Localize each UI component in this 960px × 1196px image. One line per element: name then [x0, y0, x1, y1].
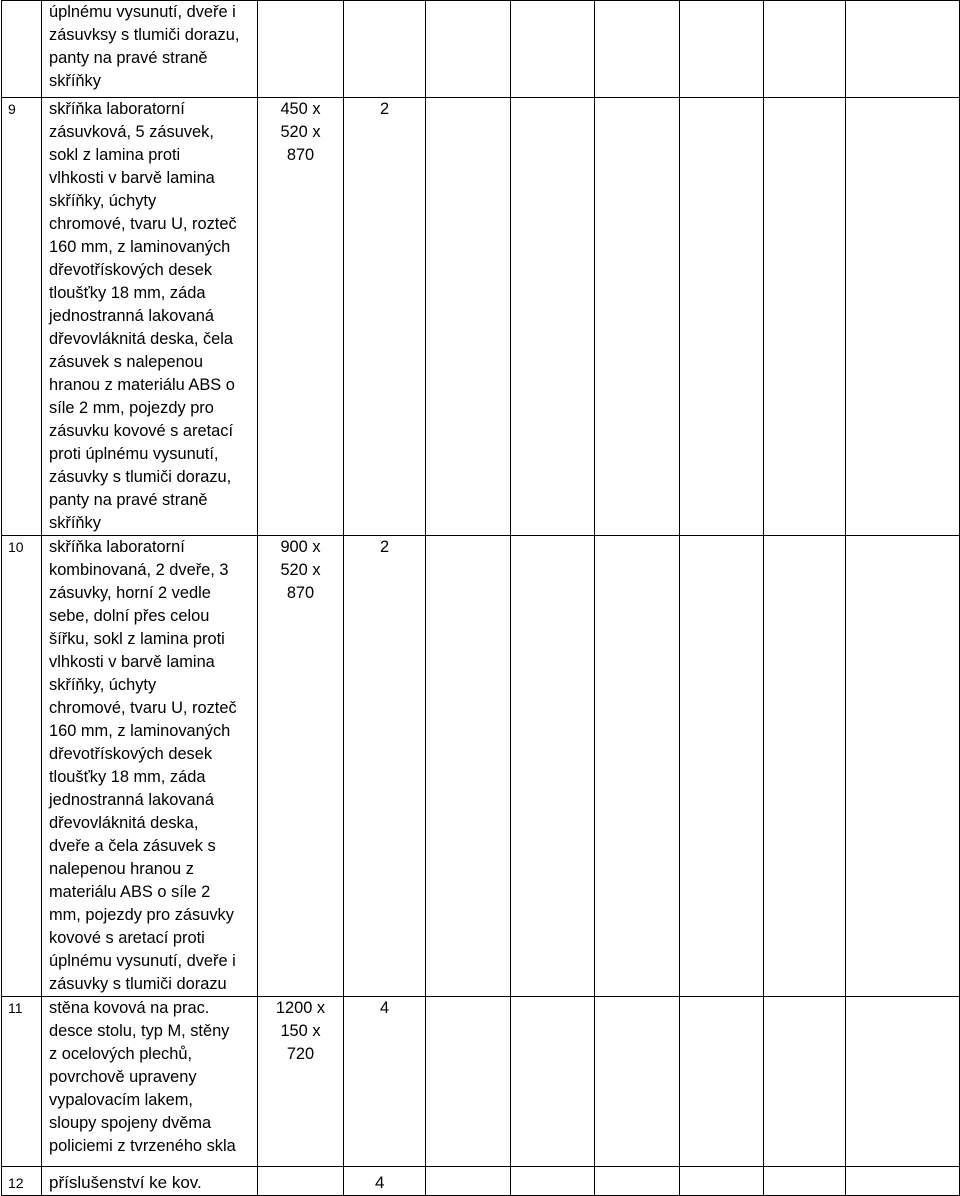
description-line: jednostranná lakovaná: [49, 791, 214, 809]
empty-cell: [764, 98, 846, 536]
empty-cell: [595, 997, 680, 1167]
table-row: [2, 997, 960, 1167]
row-quantity: [344, 1, 426, 98]
empty-cell: [764, 1, 846, 98]
table-row: [2, 98, 960, 536]
row-description: [42, 98, 258, 536]
empty-cell: [846, 1, 960, 98]
empty-cell: [426, 1167, 511, 1196]
description-line: panty na pravé straně: [49, 491, 208, 509]
description-line: dřevovláknitá deska, čela: [49, 330, 234, 348]
table-row: [2, 536, 960, 997]
specification-table: [1, 0, 960, 1196]
dimension-line: 1200 x: [275, 999, 326, 1017]
description-line: zásuvky s tlumiči dorazu,: [49, 468, 232, 486]
description-line: tloušťky 18 mm, záda: [49, 284, 206, 302]
row-description: [42, 536, 258, 997]
description-line: dřevovláknitá deska,: [49, 814, 199, 832]
empty-cell: [680, 1, 764, 98]
row-number: 12: [2, 1167, 42, 1196]
row-number: 11: [2, 997, 42, 1167]
dimension-line: 870: [286, 584, 315, 602]
description-line: šířku, sokl z lamina proti: [49, 630, 225, 648]
empty-cell: [846, 536, 960, 997]
description-line: chromové, tvaru U, rozteč: [49, 215, 237, 233]
description-line: skříňka laboratorní: [49, 538, 185, 556]
empty-cell: [511, 98, 595, 536]
dimension-line: 520 x: [280, 561, 321, 579]
description-line: skříňky, úchyty: [49, 192, 157, 210]
row-description: [42, 1167, 258, 1196]
description-line: vlhkosti v barvě lamina: [49, 653, 215, 671]
empty-cell: [595, 98, 680, 536]
row-dimensions: [258, 1167, 344, 1196]
empty-cell: [595, 536, 680, 997]
empty-cell: [680, 1167, 764, 1196]
description-line: 160 mm, z laminovaných: [49, 722, 231, 740]
row-quantity: 4: [344, 997, 426, 1167]
dimension-line: 870: [286, 146, 315, 164]
empty-cell: [426, 1, 511, 98]
description-line: chromové, tvaru U, rozteč: [49, 699, 237, 717]
description-line: sebe, dolní přes celou: [49, 607, 210, 625]
empty-cell: [426, 997, 511, 1167]
empty-cell: [680, 536, 764, 997]
description-line: zásuvku kovové s aretací: [49, 422, 234, 440]
description-line: kombinovaná, 2 dveře, 3: [49, 561, 229, 579]
description-line: skříňky: [49, 72, 101, 90]
row-number: 10: [2, 536, 42, 997]
description-line: zásuvky, horní 2 vedle: [49, 584, 211, 602]
empty-cell: [846, 997, 960, 1167]
description-line: tloušťky 18 mm, záda: [49, 768, 206, 786]
description-line: skříňky, úchyty: [49, 676, 157, 694]
dimension-line: 520 x: [280, 123, 321, 141]
description-line: policiemi z tvrzeného skla: [49, 1137, 236, 1155]
description-line: povrchově upraveny: [49, 1068, 197, 1086]
description-line: dřevotřískových desek: [49, 745, 213, 763]
description-line: úplnému vysunutí, dveře i: [49, 952, 236, 970]
dimension-line: 900 x: [280, 538, 321, 556]
description-line: z ocelových plechů,: [49, 1045, 193, 1063]
description-line: sloupy spojeny dvěma: [49, 1114, 212, 1132]
quantity-value: 4: [375, 1173, 385, 1192]
dimension-line: 150 x: [280, 1022, 321, 1040]
description-line: materiálu ABS o síle 2: [49, 883, 211, 901]
empty-cell: [426, 98, 511, 536]
description-line: zásuvek s nalepenou: [49, 353, 203, 371]
row-quantity: 2: [344, 536, 426, 997]
row-dimensions: [258, 1, 344, 98]
description-line: síle 2 mm, pojezdy pro: [49, 399, 214, 417]
description-line: desce stolu, typ M, stěny: [49, 1022, 230, 1040]
empty-cell: [846, 1167, 960, 1196]
description-line: skříňky: [49, 514, 101, 532]
empty-cell: [764, 536, 846, 997]
description-line: kovové s aretací proti: [49, 929, 205, 947]
description-line: vlhkosti v barvě lamina: [49, 169, 215, 187]
empty-cell: [595, 1, 680, 98]
row-number: 9: [2, 98, 42, 536]
description-line: skříňka laboratorní: [49, 100, 185, 118]
row-dimensions: [258, 98, 344, 536]
dimension-line: 720: [286, 1045, 315, 1063]
empty-cell: [511, 1167, 595, 1196]
row-number: [2, 1, 42, 98]
row-description: [42, 997, 258, 1167]
empty-cell: [680, 997, 764, 1167]
description-line: dveře a čela zásuvek s: [49, 837, 216, 855]
description-line: zásuvková, 5 zásuvek,: [49, 123, 214, 141]
description-line: vypalovacím lakem,: [49, 1091, 193, 1109]
row-quantity: 2: [344, 98, 426, 536]
description-line: úplnému vysunutí, dveře i: [49, 3, 236, 21]
description-line: proti úplnému vysunutí,: [49, 445, 219, 463]
description-line: příslušenství ke kov.: [49, 1173, 202, 1192]
empty-cell: [764, 997, 846, 1167]
description-line: stěna kovová na prac.: [49, 999, 210, 1017]
description-line: jednostranná lakovaná: [49, 307, 214, 325]
description-line: panty na pravé straně: [49, 49, 208, 67]
empty-cell: [511, 536, 595, 997]
table-row: [2, 1, 960, 98]
row-dimensions: [258, 536, 344, 997]
empty-cell: [764, 1167, 846, 1196]
empty-cell: [511, 997, 595, 1167]
description-line: mm, pojezdy pro zásuvky: [49, 906, 234, 924]
description-line: dřevotřískových desek: [49, 261, 213, 279]
row-dimensions: [258, 997, 344, 1167]
empty-cell: [595, 1167, 680, 1196]
empty-cell: [511, 1, 595, 98]
description-line: 160 mm, z laminovaných: [49, 238, 231, 256]
row-description: [42, 1, 258, 98]
description-line: hranou z materiálu ABS o: [49, 376, 235, 394]
description-line: zásuvksy s tlumiči dorazu,: [49, 26, 240, 44]
row-quantity: [344, 1167, 426, 1196]
empty-cell: [426, 536, 511, 997]
description-line: nalepenou hranou z: [49, 860, 194, 878]
empty-cell: [680, 98, 764, 536]
table-row: [2, 1167, 960, 1196]
description-line: sokl z lamina proti: [49, 146, 181, 164]
empty-cell: [846, 98, 960, 536]
description-line: zásuvky s tlumiči dorazu: [49, 975, 227, 993]
dimension-line: 450 x: [280, 100, 321, 118]
